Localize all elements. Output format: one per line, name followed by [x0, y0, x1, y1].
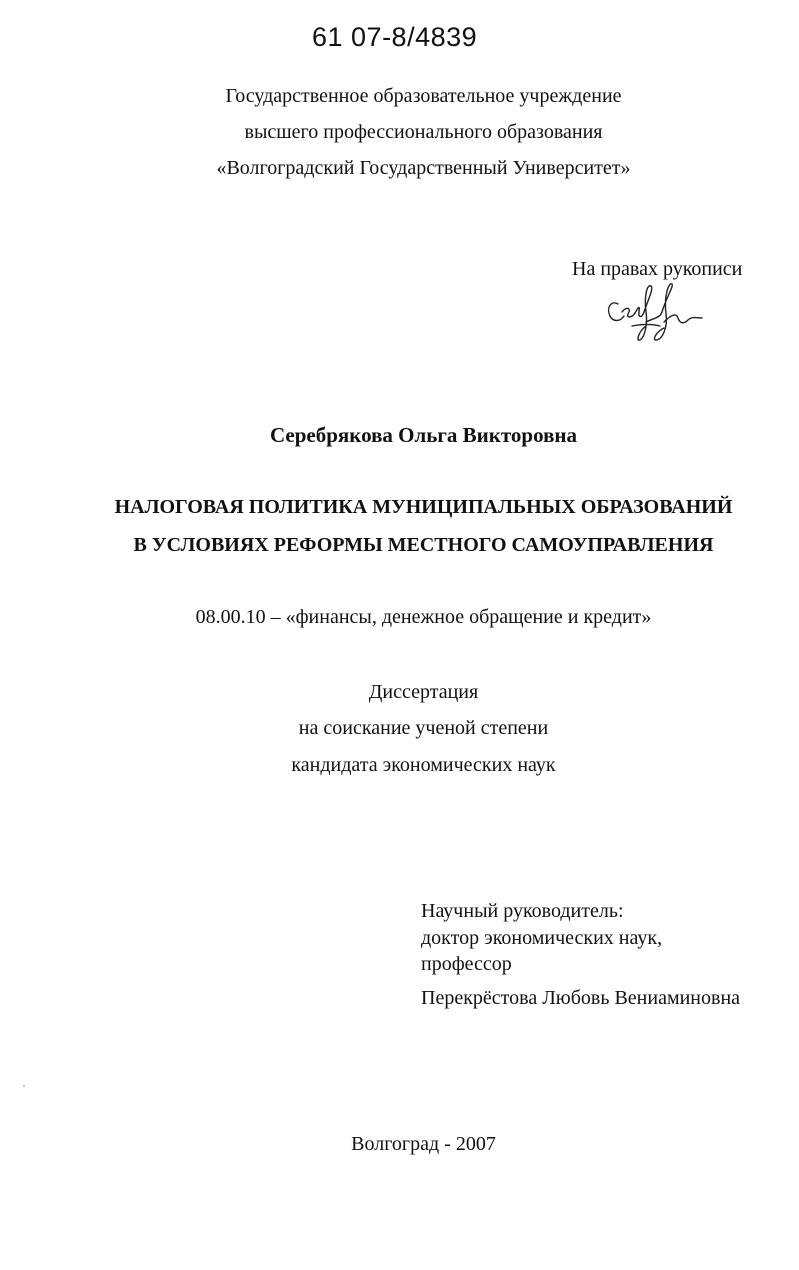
supervisor-role: Научный руководитель:: [421, 900, 624, 922]
dissertation-title-line-2: В УСЛОВИЯХ РЕФОРМЫ МЕСТНОГО САМОУПРАВЛЕНИЯ: [133, 534, 714, 556]
dissertation-title-line-1: НАЛОГОВАЯ ПОЛИТИКА МУНИЦИПАЛЬНЫХ ОБРАЗОВАНИЙ: [114, 496, 733, 518]
degree-line-2: кандидата экономических наук: [291, 754, 556, 776]
institution-line-2: высшего профессионального образования: [244, 121, 603, 143]
scan-speck: [23, 1085, 25, 1087]
archive-stamp-number: 61 07-8/4839: [312, 22, 478, 52]
city-year: Волгоград - 2007: [351, 1133, 496, 1155]
document-type: Диссертация: [368, 681, 479, 703]
degree-line-1: на соискание ученой степени: [298, 717, 549, 739]
supervisor-rank: профессор: [421, 953, 512, 975]
supervisor-degree: доктор экономических наук,: [421, 927, 663, 949]
handwritten-signature-icon: [602, 282, 706, 344]
institution-line-1: Государственное образовательное учреждение: [225, 85, 622, 107]
institution-line-3: «Волгоградский Государственный Университет»: [216, 157, 631, 179]
author-name: Серебрякова Ольга Викторовна: [269, 423, 578, 447]
rights-note: На правах рукописи: [572, 258, 743, 280]
supervisor-name: Перекрёстова Любовь Вениаминовна: [421, 987, 741, 1009]
specialty-code: 08.00.10 – «финансы, денежное обращение и кредит»: [195, 606, 652, 628]
